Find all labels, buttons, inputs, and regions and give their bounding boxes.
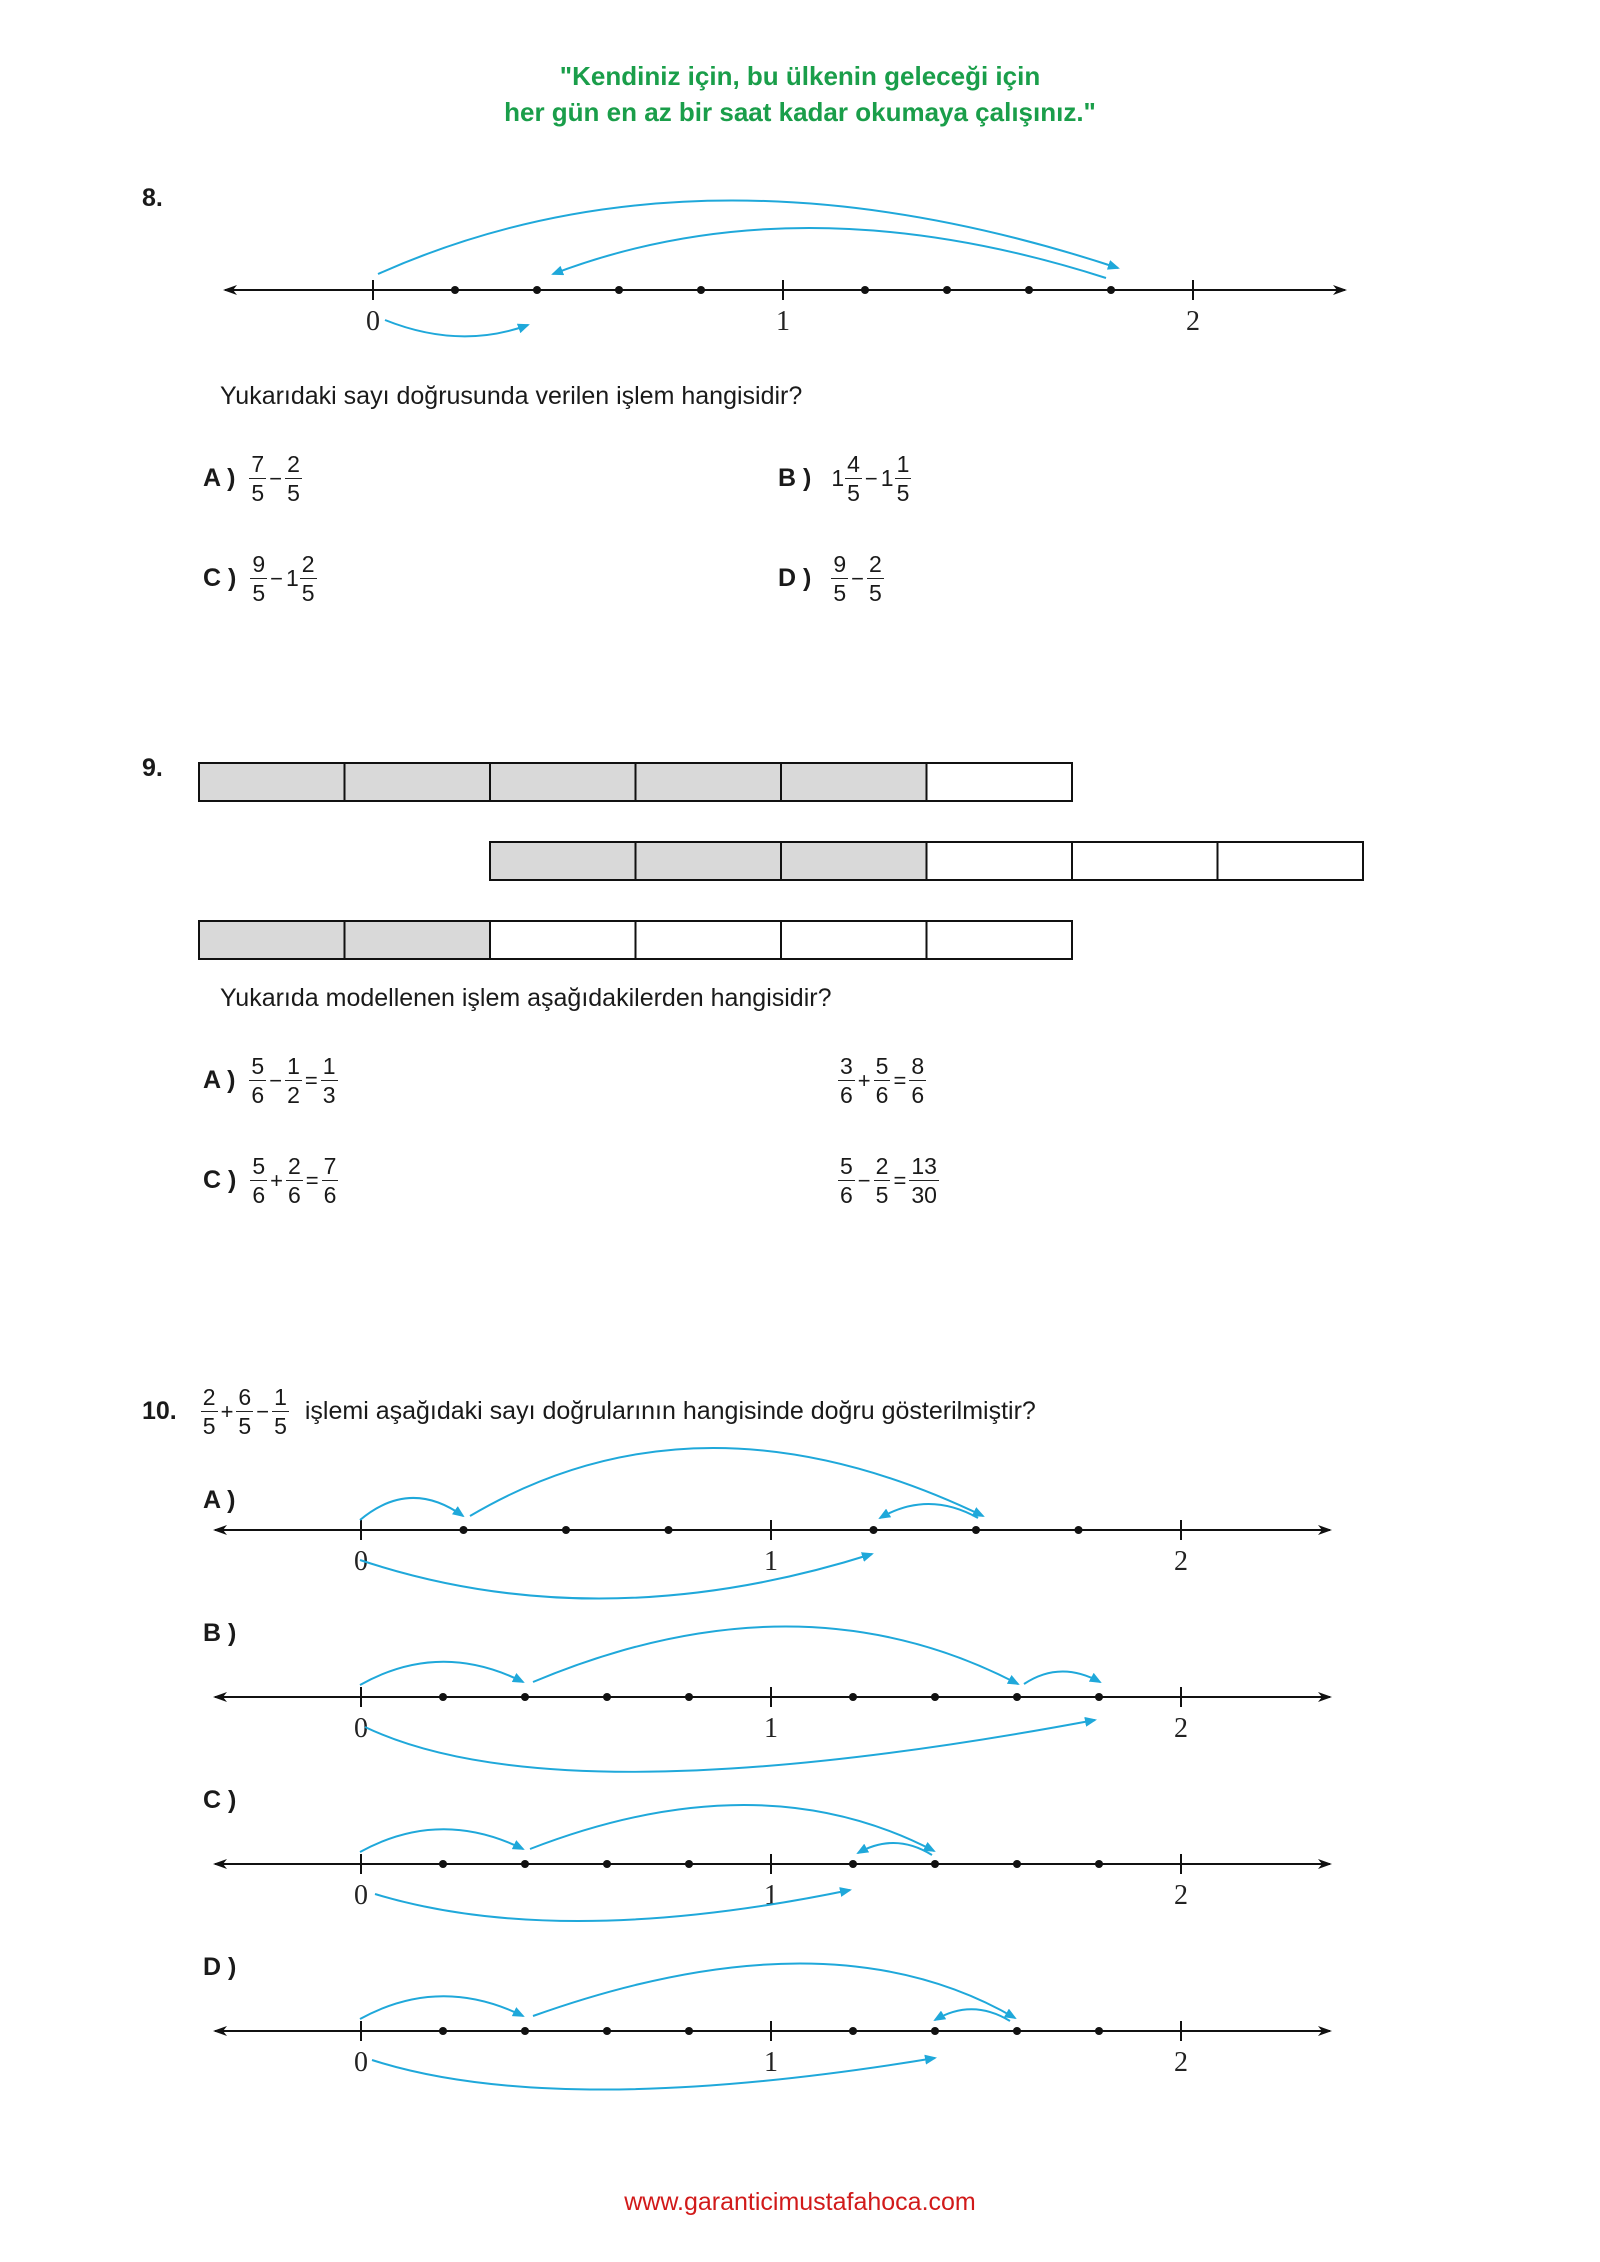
dot — [451, 286, 459, 294]
dot — [665, 1526, 673, 1534]
tick-label-0: 0 — [354, 2047, 368, 2078]
arc-plus-9-5 — [378, 200, 1118, 274]
tick-label-0: 0 — [354, 1880, 368, 1911]
b-arc-3 — [1024, 1671, 1100, 1684]
shaded-cell — [345, 763, 491, 801]
empty-cell — [1072, 842, 1218, 880]
q9-option-c[interactable]: C ) $\frac{5}{6}$ + $\frac{2}{6}$ = $\frac{7}{6}$ — [203, 1153, 337, 1208]
tick-label-2: 2 — [1174, 1546, 1188, 1577]
dot — [439, 2027, 447, 2035]
dot — [1095, 1693, 1103, 1701]
q10-option-b-label[interactable]: B ) — [203, 1619, 237, 1647]
dot — [931, 1860, 939, 1868]
option-label: A ) — [203, 1066, 236, 1094]
dot — [870, 1526, 878, 1534]
tick-label-1: 1 — [764, 1880, 778, 1911]
dot — [1095, 1860, 1103, 1868]
c-arc-result — [375, 1890, 850, 1921]
dot — [1075, 1526, 1083, 1534]
c-arc-2 — [530, 1805, 934, 1851]
q9-option-d[interactable]: $\frac{5}{6}$ − $\frac{2}{5}$ = $\frac{13}{30}$ — [840, 1153, 937, 1208]
q8-option-d[interactable]: D ) $\frac{9}{5}$ − $\frac{2}{5}$ — [778, 551, 882, 606]
quote-line-1: "Kendiniz için, bu ülkenin geleceği için — [559, 61, 1041, 91]
dot — [439, 1693, 447, 1701]
dot — [931, 1693, 939, 1701]
dot — [849, 2027, 857, 2035]
d-arc-1 — [360, 1996, 523, 2019]
a-arc-1 — [360, 1498, 463, 1520]
dot — [603, 2027, 611, 2035]
dot — [685, 1693, 693, 1701]
a-arc-2 — [470, 1448, 983, 1516]
dot — [943, 286, 951, 294]
tick-label-1: 1 — [764, 1546, 778, 1577]
dot — [533, 286, 541, 294]
c-arc-1 — [360, 1829, 523, 1852]
tick-label-2: 2 — [1174, 2047, 1188, 2078]
d-arc-2 — [533, 1963, 1015, 2018]
d-arc-result — [372, 2058, 935, 2090]
question-9-number: 9. — [142, 754, 163, 782]
dot — [603, 1693, 611, 1701]
q9-fraction-bars — [0, 755, 1600, 970]
dot — [1013, 1693, 1021, 1701]
empty-cell — [927, 763, 1073, 801]
question-10-text: işlemi aşağıdaki sayı doğrularının hangisinde doğru gösterilmiştir? — [304, 1397, 1036, 1425]
option-label: B ) — [778, 464, 812, 492]
dot — [931, 2027, 939, 2035]
d-arc-3 — [935, 2009, 1010, 2021]
tick-label-1: 1 — [764, 1713, 778, 1744]
q10-option-d-label[interactable]: D ) — [203, 1953, 237, 1981]
option-label: C ) — [203, 564, 237, 592]
dot — [521, 1693, 529, 1701]
shaded-cell — [199, 763, 345, 801]
tick-label-2: 2 — [1174, 1880, 1188, 1911]
dot — [439, 1860, 447, 1868]
b-arc-result — [365, 1720, 1095, 1772]
dot — [685, 1860, 693, 1868]
question-8-text: Yukarıdaki sayı doğrusunda verilen işlem hangisidir? — [220, 382, 803, 410]
dot — [460, 1526, 468, 1534]
dot — [849, 1693, 857, 1701]
tick-label-0: 0 — [354, 1713, 368, 1744]
tick-label-2: 2 — [1186, 306, 1200, 337]
question-10-header: 10. $\frac{2}{5}$ + $\frac{6}{5}$ − $\frac{1}{5}$ işlemi aşağıdaki sayı doğrularının hangisinde doğru gösterilmiştir? — [142, 1384, 1036, 1439]
dot — [861, 286, 869, 294]
arc-result — [385, 320, 528, 336]
dot — [615, 286, 623, 294]
footer-url[interactable]: www.garanticimustafahoca.com — [624, 2188, 976, 2216]
question-8-number: 8. — [142, 184, 163, 212]
dot — [1107, 286, 1115, 294]
q10-option-c-label[interactable]: C ) — [203, 1786, 237, 1814]
tick-label-0: 0 — [354, 1546, 368, 1577]
question-10-number: 10. — [142, 1397, 177, 1425]
arc-minus-7-5 — [553, 228, 1106, 278]
dot — [685, 2027, 693, 2035]
dot — [521, 2027, 529, 2035]
shaded-cell — [636, 842, 782, 880]
empty-cell — [927, 921, 1073, 959]
empty-cell — [927, 842, 1073, 880]
tick-label-1: 1 — [764, 2047, 778, 2078]
q9-option-a[interactable]: A ) $\frac{5}{6}$ − $\frac{1}{2}$ = $\frac{1}{3}$ — [203, 1053, 336, 1108]
option-label: A ) — [203, 464, 236, 492]
empty-cell — [781, 921, 927, 959]
q8-option-b[interactable]: B ) 1 $\frac{4}{5}$ − 1 $\frac{1}{5}$ — [778, 451, 910, 506]
q10-number-lines — [0, 1420, 1600, 2120]
q10-option-a-label[interactable]: A ) — [203, 1486, 236, 1514]
empty-cell — [636, 921, 782, 959]
b-arc-2 — [533, 1626, 1018, 1684]
b-arc-1 — [360, 1662, 523, 1685]
shaded-cell — [636, 763, 782, 801]
q8-option-c[interactable]: C ) $\frac{9}{5}$ − 1 $\frac{2}{5}$ — [203, 551, 315, 606]
a-arc-result — [360, 1554, 872, 1599]
dot — [1095, 2027, 1103, 2035]
tick-label-2: 2 — [1174, 1713, 1188, 1744]
empty-cell — [1218, 842, 1364, 880]
dot — [603, 1860, 611, 1868]
question-9-text: Yukarıda modellenen işlem aşağıdakilerden hangisidir? — [220, 984, 832, 1012]
empty-cell — [490, 921, 636, 959]
q8-option-a[interactable]: A ) $\frac{7}{5}$ − $\frac{2}{5}$ — [203, 451, 300, 506]
shaded-cell — [781, 763, 927, 801]
dot — [1025, 286, 1033, 294]
dot — [521, 1860, 529, 1868]
option-label: D ) — [778, 564, 812, 592]
shaded-cell — [199, 921, 345, 959]
dot — [562, 1526, 570, 1534]
tick-label-0: 0 — [366, 306, 380, 337]
tick-label-1: 1 — [776, 306, 790, 337]
shaded-cell — [781, 842, 927, 880]
shaded-cell — [345, 921, 491, 959]
q9-option-b[interactable]: $\frac{3}{6}$ + $\frac{5}{6}$ = $\frac{8}{6}$ — [840, 1053, 925, 1108]
dot — [697, 286, 705, 294]
dot — [972, 1526, 980, 1534]
option-label: C ) — [203, 1166, 237, 1194]
shaded-cell — [490, 842, 636, 880]
quote-line-2: her gün en az bir saat kadar okumaya çalışınız." — [504, 97, 1096, 127]
shaded-cell — [490, 763, 636, 801]
q8-number-line — [0, 150, 1600, 350]
dot — [849, 1860, 857, 1868]
dot — [1013, 1860, 1021, 1868]
dot — [1013, 2027, 1021, 2035]
